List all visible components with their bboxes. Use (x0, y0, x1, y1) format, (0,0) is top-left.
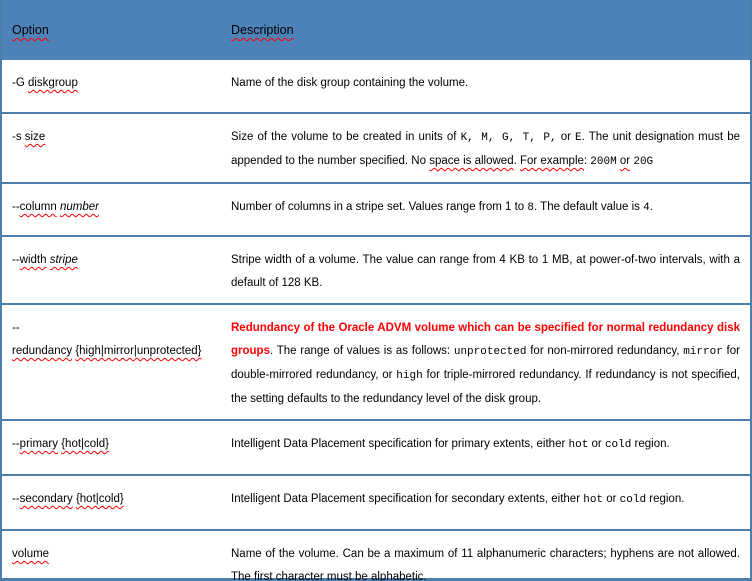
text-segment: region. (631, 438, 670, 450)
text-segment: high (396, 370, 423, 382)
text-segment: -- (12, 254, 20, 266)
text-segment: -- (12, 438, 20, 450)
option-cell (2, 237, 221, 303)
text-segment: hot (583, 494, 604, 506)
text-segment: . The default value is (533, 201, 644, 213)
text-segment: or (619, 155, 631, 167)
table-row-volume (2, 529, 750, 581)
text-segment: hot (568, 439, 589, 451)
text-segment: stripe (49, 254, 78, 266)
option-cell (2, 60, 221, 112)
text-segment: volume (12, 548, 50, 560)
text-segment: : (583, 155, 591, 167)
text-segment: . The range of values is as follows: (269, 345, 454, 357)
text-segment: cold (619, 494, 647, 506)
option-cell (2, 305, 221, 419)
text-segment: Description (231, 23, 294, 37)
table-header (2, 0, 750, 60)
text-segment: or (603, 493, 620, 505)
table-row-primary (2, 419, 750, 474)
text-segment: K, M, G, T, P, (460, 132, 557, 144)
text-segment: diskgroup (27, 77, 78, 89)
option-cell (2, 421, 221, 474)
table-body (2, 60, 750, 581)
text-segment: The first character must (231, 571, 352, 581)
description-cell (221, 114, 750, 182)
text-segment: column (19, 201, 57, 213)
description-cell (221, 184, 750, 235)
description-cell (221, 421, 750, 474)
text-segment: Number of columns in a stripe set. Values range from 1 to (231, 201, 528, 213)
column-header-option (2, 23, 221, 37)
text-segment: mirror (683, 346, 723, 358)
text-segment: Size of the volume to be created in units of (231, 131, 461, 143)
text-segment: Redundancy of the Oracle ADVM volume which can be specified for normal redundancy disk groups (231, 322, 740, 357)
text-segment: or (556, 131, 576, 143)
text-segment: -s (12, 131, 25, 143)
text-segment: be (351, 571, 371, 581)
table-row-size (2, 112, 750, 182)
column-header-description (221, 23, 750, 37)
text-segment: -- (12, 322, 20, 334)
table-row-secondary (2, 474, 750, 529)
text-segment: . (423, 571, 427, 581)
option-cell (2, 476, 221, 529)
text-segment: . (513, 155, 520, 167)
text-segment: 4 (643, 202, 650, 214)
text-segment: . The unit designation must be appended to the number specified. No (231, 131, 740, 167)
text-segment: -- (12, 201, 20, 213)
text-segment: space is allowed (429, 155, 514, 167)
text-segment: 200M (590, 156, 617, 168)
table-row-column (2, 182, 750, 235)
text-segment: redundancy (12, 345, 73, 357)
option-cell (2, 184, 221, 235)
text-segment: secondary (19, 493, 73, 505)
text-segment: for non-mirrored redundancy, (526, 345, 684, 357)
text-segment: Stripe width of a volume. The value can range from 4 KB to 1 MB, at power-of-two intervals, with a default of 128 KB. (231, 254, 740, 289)
text-segment: alphabetic (370, 571, 424, 581)
text-segment: 20G (633, 156, 654, 168)
text-segment: Intelligent Data Placement specification for secondary extents, either (231, 493, 584, 505)
text-segment: or (588, 438, 605, 450)
text-segment: for triple-mirrored redundancy. If redundancy is not specified, the setting defaults to the redundancy level of the disk group. (231, 369, 740, 405)
text-segment: number (59, 201, 99, 213)
text-segment: -G (12, 77, 28, 89)
option-cell (2, 531, 221, 581)
text-segment: {high|mirror|unprotected} (75, 345, 202, 357)
text-segment: 8 (527, 202, 534, 214)
text-segment: {hot|cold} (75, 493, 124, 505)
text-segment: Name of the disk group containing the volume. (231, 77, 469, 89)
text-segment: . (649, 201, 653, 213)
text-segment: Name of the volume. Can be a maximum of 11 alphanumeric characters; hyphens are not allowed. (231, 548, 740, 560)
description-cell (221, 305, 750, 419)
text-segment: region. (646, 493, 685, 505)
option-cell (2, 114, 221, 182)
table-row-width (2, 235, 750, 303)
text-segment: Option (12, 23, 49, 37)
text-segment: primary (19, 438, 59, 450)
text-segment: unprotected (453, 346, 527, 358)
text-segment: Intelligent Data Placement specification for primary extents, either (231, 438, 569, 450)
description-cell (221, 237, 750, 303)
text-segment: E (575, 132, 582, 144)
text-segment: size (24, 131, 46, 143)
text-segment: For example (519, 155, 584, 167)
text-segment: -- (12, 493, 20, 505)
description-cell (221, 476, 750, 529)
text-segment: {hot|cold} (61, 438, 109, 450)
text-segment: for double-mirrored redundancy, or (231, 345, 740, 381)
text-segment: cold (604, 439, 632, 451)
table-row-diskgroup (2, 60, 750, 112)
description-cell (221, 531, 750, 581)
table-row-redundancy (2, 303, 750, 419)
text-segment: width (19, 254, 47, 266)
description-cell (221, 60, 750, 112)
